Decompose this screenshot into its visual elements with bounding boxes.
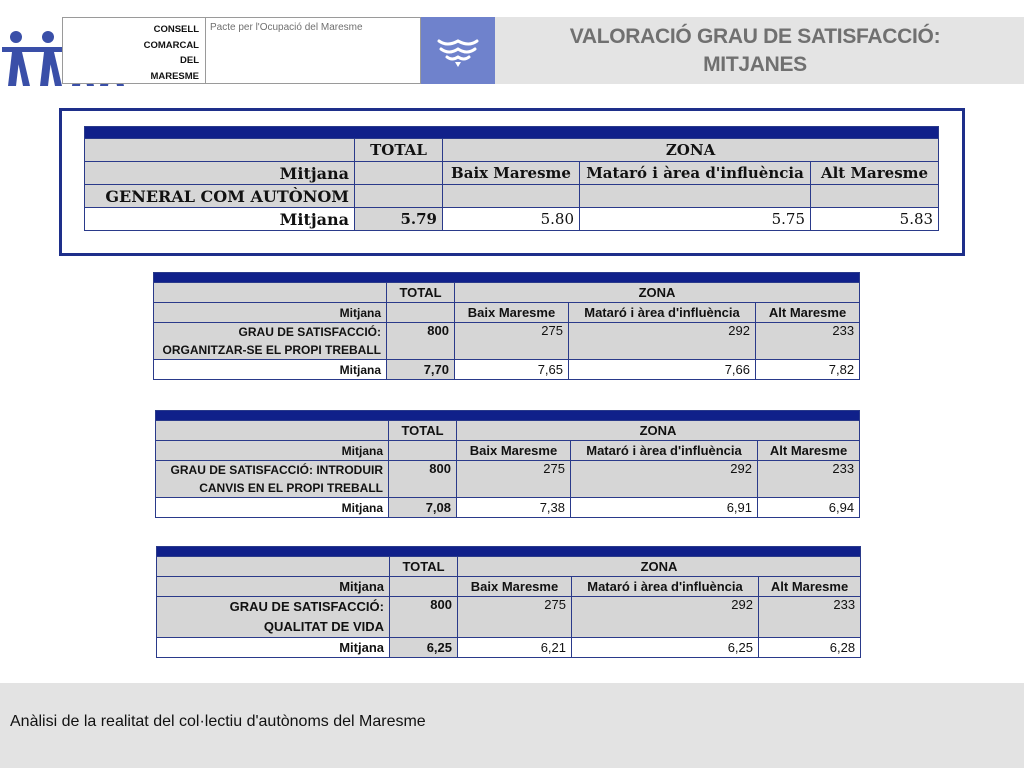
value-alt: 6,28 [759, 638, 861, 658]
value-baix: 6,21 [458, 638, 572, 658]
count-baix: 275 [457, 461, 571, 498]
zone-header-baix: Baix Maresme [455, 303, 569, 323]
mitjana-row-label: Mitjana [154, 360, 387, 380]
zone-header-alt: Alt Maresme [759, 577, 861, 597]
total-header: TOTAL [389, 421, 457, 441]
zone-header-mataro: Mataró i àrea d'influència [569, 303, 756, 323]
zona-header: ZONA [455, 283, 860, 303]
category-label: GRAU DE SATISFACCIÓ: INTRODUIR CANVIS EN EL PROPI TREBALL [156, 461, 389, 498]
table-row [157, 597, 861, 638]
org-line-1: CONSELL [153, 24, 199, 35]
zone-header-baix: Baix Maresme [443, 162, 580, 185]
zone-header-baix: Baix Maresme [458, 577, 572, 597]
value-baix: 7,38 [457, 498, 571, 518]
total-count: 800 [389, 461, 457, 498]
organize-work-table [153, 272, 860, 380]
org-line-4: MARESME [150, 70, 199, 82]
table-row [157, 557, 861, 577]
category-label: GENERAL COM AUTÒNOM [85, 185, 355, 208]
count-mataro: 292 [571, 461, 758, 498]
slide-title [495, 23, 1015, 79]
slide-footer [0, 683, 1024, 768]
category-label: GRAU DE SATISFACCIÓ: QUALITAT DE VIDA [157, 597, 390, 638]
zone-header-mataro: Mataró i àrea d'influència [572, 577, 759, 597]
table-row [157, 638, 861, 658]
total-count: 800 [387, 323, 455, 360]
mitjana-label: Mitjana [154, 303, 387, 323]
value-baix: 7,65 [455, 360, 569, 380]
zone-header-mataro: Mataró i àrea d'influència [580, 162, 811, 185]
wave-logo-box [421, 17, 495, 84]
mitjana-label: Mitjana [157, 577, 390, 597]
zona-header: ZONA [443, 139, 939, 162]
count-baix: 275 [455, 323, 569, 360]
table-row [85, 162, 939, 185]
value-mataro: 6,25 [572, 638, 759, 658]
count-mataro: 292 [569, 323, 756, 360]
count-alt: 233 [759, 597, 861, 638]
count-alt: 233 [758, 461, 860, 498]
total-header: TOTAL [387, 283, 455, 303]
value-mataro: 6,91 [571, 498, 758, 518]
table-row [85, 208, 939, 231]
total-header: TOTAL [390, 557, 458, 577]
table-bar [157, 547, 861, 557]
table-row [85, 185, 939, 208]
table-row [156, 461, 860, 498]
wave-logo-icon [421, 17, 495, 84]
mitjana-label: Mitjana [156, 441, 389, 461]
title-line-2: MITJANES [703, 53, 807, 76]
title-line-1: VALORACIÓ GRAU DE SATISFACCIÓ: [569, 25, 941, 48]
value-alt: 6,94 [758, 498, 860, 518]
pacte-box [206, 17, 421, 84]
total-count: 800 [390, 597, 458, 638]
mitjana-row-label: Mitjana [85, 208, 355, 231]
count-baix: 275 [458, 597, 572, 638]
table-bar [154, 273, 860, 283]
title-box [495, 17, 1024, 84]
zone-header-mataro: Mataró i àrea d'influència [571, 441, 758, 461]
introduce-changes-table [155, 410, 860, 518]
value-mataro: 7,66 [569, 360, 756, 380]
mitjana-row-label: Mitjana [157, 638, 390, 658]
table-row [154, 323, 860, 360]
zone-header-alt: Alt Maresme [811, 162, 939, 185]
pacte-label: Pacte per l'Ocupació del Maresme [210, 22, 363, 33]
table-row [154, 303, 860, 323]
slide-header [0, 0, 1024, 88]
zone-header-alt: Alt Maresme [758, 441, 860, 461]
footer-caption: Anàlisi de la realitat del col·lectiu d'autònoms del Maresme [10, 713, 426, 730]
table-bar [85, 127, 939, 139]
table-row [154, 283, 860, 303]
value-baix: 5.80 [443, 208, 580, 231]
table-row [157, 577, 861, 597]
total-value: 7,08 [389, 498, 457, 518]
count-alt: 233 [756, 323, 860, 360]
category-label: GRAU DE SATISFACCIÓ: ORGANITZAR-SE EL PROPI TREBALL [154, 323, 387, 360]
count-mataro: 292 [572, 597, 759, 638]
zone-header-alt: Alt Maresme [756, 303, 860, 323]
total-header: TOTAL [355, 139, 443, 162]
table-bar [156, 411, 860, 421]
zone-header-baix: Baix Maresme [457, 441, 571, 461]
table-row [156, 441, 860, 461]
zona-header: ZONA [457, 421, 860, 441]
zona-header: ZONA [458, 557, 861, 577]
general-satisfaction-table [84, 126, 939, 231]
mitjana-label: Mitjana [85, 162, 355, 185]
table-row [154, 360, 860, 380]
value-alt: 7,82 [756, 360, 860, 380]
org-line-2: COMARCAL [143, 39, 199, 51]
total-value: 5.79 [355, 208, 443, 231]
table-row [156, 421, 860, 441]
org-line-3: DEL [180, 55, 199, 66]
value-mataro: 5.75 [580, 208, 811, 231]
total-value: 6,25 [390, 638, 458, 658]
total-value: 7,70 [387, 360, 455, 380]
table-row [156, 498, 860, 518]
quality-of-life-table [156, 546, 861, 658]
org-name [119, 22, 199, 84]
table-row [85, 139, 939, 162]
org-name-box [62, 17, 206, 84]
mitjana-row-label: Mitjana [156, 498, 389, 518]
value-alt: 5.83 [811, 208, 939, 231]
